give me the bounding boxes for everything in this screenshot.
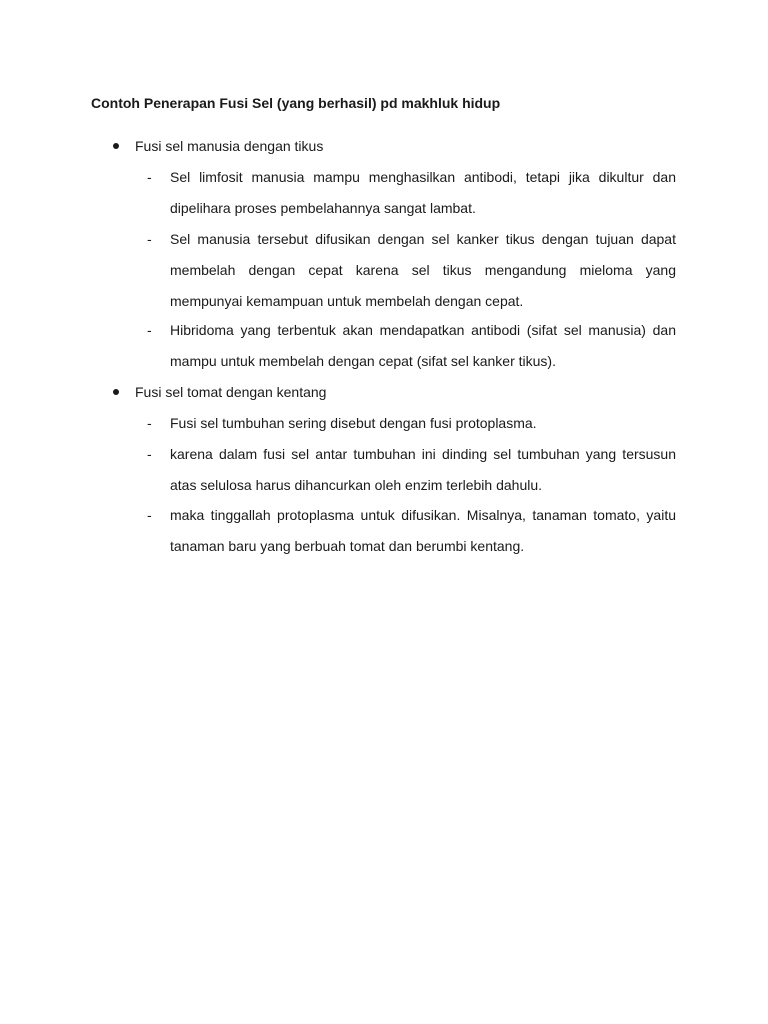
dash-icon: - [147, 446, 152, 462]
list-item [146, 439, 686, 501]
list-item-text: Sel manusia tersebut difusikan dengan sel kanker tikus dengan tujuan dapat membelah dengan cepat karena sel tikus mengandung mieloma yang mempunyai kemampuan untuk membelah dengan cepat. [170, 231, 676, 309]
bullet-icon [113, 143, 119, 149]
dash-icon: - [147, 507, 152, 523]
list-item-text: Fusi sel tumbuhan sering disebut dengan fusi protoplasma. [170, 415, 537, 431]
list-item [146, 408, 686, 439]
list-item [146, 500, 686, 562]
list-item-text: Hibridoma yang terbentuk akan mendapatkan antibodi (sifat sel manusia) dan mampu untuk membelah dengan cepat (sifat sel kanker tikus). [170, 322, 676, 369]
list-item-text: maka tinggallah protoplasma untuk difusikan. Misalnya, tanaman tomato, yaitu tanaman baru yang berbuah tomat dan berumbi kentang. [170, 507, 676, 554]
bullet-item [110, 136, 690, 156]
list-item [146, 224, 686, 317]
dash-icon: - [147, 415, 152, 431]
list-item [146, 315, 686, 377]
list-item-text: Sel limfosit manusia mampu menghasilkan antibodi, tetapi jika dikultur dan dipelihara proses pembelahannya sangat lambat. [170, 169, 676, 216]
bullet-icon [113, 389, 119, 395]
bullet-item [110, 382, 690, 402]
document-title: Contoh Penerapan Fusi Sel (yang berhasil) pd makhluk hidup [91, 95, 501, 111]
dash-icon: - [147, 322, 152, 338]
dash-icon: - [147, 231, 152, 247]
bullet-heading: Fusi sel tomat dengan kentang [135, 384, 327, 400]
list-item [146, 162, 686, 224]
dash-icon: - [147, 169, 152, 185]
list-item-text: karena dalam fusi sel antar tumbuhan ini dinding sel tumbuhan yang tersusun atas selulosa harus dihancurkan oleh enzim terlebih dahulu. [170, 446, 676, 493]
bullet-heading: Fusi sel manusia dengan tikus [135, 138, 324, 154]
